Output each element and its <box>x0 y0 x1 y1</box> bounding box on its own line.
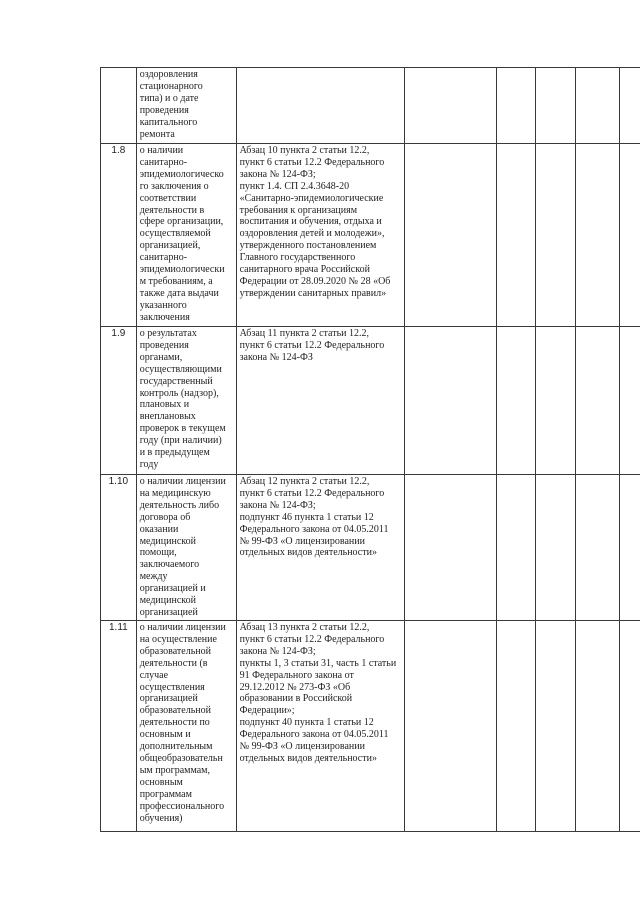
row-number: 1.11 <box>101 621 137 832</box>
row-legal-basis: Абзац 10 пункта 2 статьи 12.2, пункт 6 статьи 12.2 Федерального закона № 124-ФЗ; пункт 1.4. СП 2.4.3648-20 «Санитарно-эпидемиологические требования к организациям воспитания и обучения, отдыха и оздоровления детей и молодежи», утвержденного постановлением Главного государственного санитарного врача Российской Федерации от 28.09.2020 № 28 «Об утверждении санитарных правил» <box>236 144 405 327</box>
empty-cell <box>405 621 496 832</box>
row-description: о наличии лицензии на медицинскую деятельность либо договора об оказании медицинской помощи, заключаемого между организацией и медицинской организацией <box>136 475 236 621</box>
empty-cell <box>536 68 575 144</box>
table-row <box>101 475 640 621</box>
empty-cell <box>575 327 620 475</box>
row-description: оздоровления стационарного типа) и о дате проведения капитального ремонта <box>136 68 236 144</box>
row-number: 1.8 <box>101 144 137 327</box>
table-row <box>101 144 640 327</box>
row-description: о наличии лицензии на осуществление образовательной деятельности (в случае осуществления организацией образовательной деятельности по основным и дополнительным общеобразовательн ым программам, основным программам профессионального обучения) <box>136 621 236 832</box>
table-row <box>101 68 640 144</box>
empty-cell <box>536 475 575 621</box>
empty-cell <box>620 68 640 144</box>
row-legal-basis <box>236 68 405 144</box>
row-number: 1.10 <box>101 475 137 621</box>
empty-cell <box>496 68 535 144</box>
empty-cell <box>575 621 620 832</box>
table-row <box>101 621 640 832</box>
empty-cell <box>405 68 496 144</box>
empty-cell <box>496 621 535 832</box>
requirements-table <box>100 67 640 832</box>
empty-cell <box>496 327 535 475</box>
table-row <box>101 327 640 475</box>
empty-cell <box>405 327 496 475</box>
row-number: 1.9 <box>101 327 137 475</box>
empty-cell <box>620 621 640 832</box>
empty-cell <box>536 327 575 475</box>
empty-cell <box>620 327 640 475</box>
empty-cell <box>405 144 496 327</box>
row-description: о результатах проведения органами, осуществляющими государственный контроль (надзор), плановых и внеплановых проверок в текущем году (при наличии) и в предыдущем году <box>136 327 236 475</box>
row-description: о наличии санитарно- эпидемиологическо го заключения о соответствии деятельности в сфере организации, осуществляемой организацией, санитарно- эпидемиологически м требованиям, а также дата выдачи указанного заключения <box>136 144 236 327</box>
empty-cell <box>405 475 496 621</box>
empty-cell <box>536 144 575 327</box>
row-legal-basis: Абзац 11 пункта 2 статьи 12.2, пункт 6 статьи 12.2 Федерального закона № 124-ФЗ <box>236 327 405 475</box>
empty-cell <box>536 621 575 832</box>
empty-cell <box>496 144 535 327</box>
empty-cell <box>496 475 535 621</box>
empty-cell <box>620 144 640 327</box>
empty-cell <box>575 475 620 621</box>
row-legal-basis: Абзац 12 пункта 2 статьи 12.2, пункт 6 статьи 12.2 Федерального закона № 124-ФЗ; подпункт 46 пункта 1 статьи 12 Федерального закона от 04.05.2011 № 99-ФЗ «О лицензировании отдельных видов деятельности» <box>236 475 405 621</box>
empty-cell <box>575 68 620 144</box>
row-number <box>101 68 137 144</box>
empty-cell <box>620 475 640 621</box>
empty-cell <box>575 144 620 327</box>
row-legal-basis: Абзац 13 пункта 2 статьи 12.2, пункт 6 статьи 12.2 Федерального закона № 124-ФЗ; пункты 1, 3 статьи 31, часть 1 статьи 91 Федерального закона от 29.12.2012 № 273-ФЗ «Об образовании в Российской Федерации»; подпункт 40 пункта 1 статьи 12 Федерального закона от 04.05.2011 № 99-ФЗ «О лицензировании отдельных видов деятельности» <box>236 621 405 832</box>
